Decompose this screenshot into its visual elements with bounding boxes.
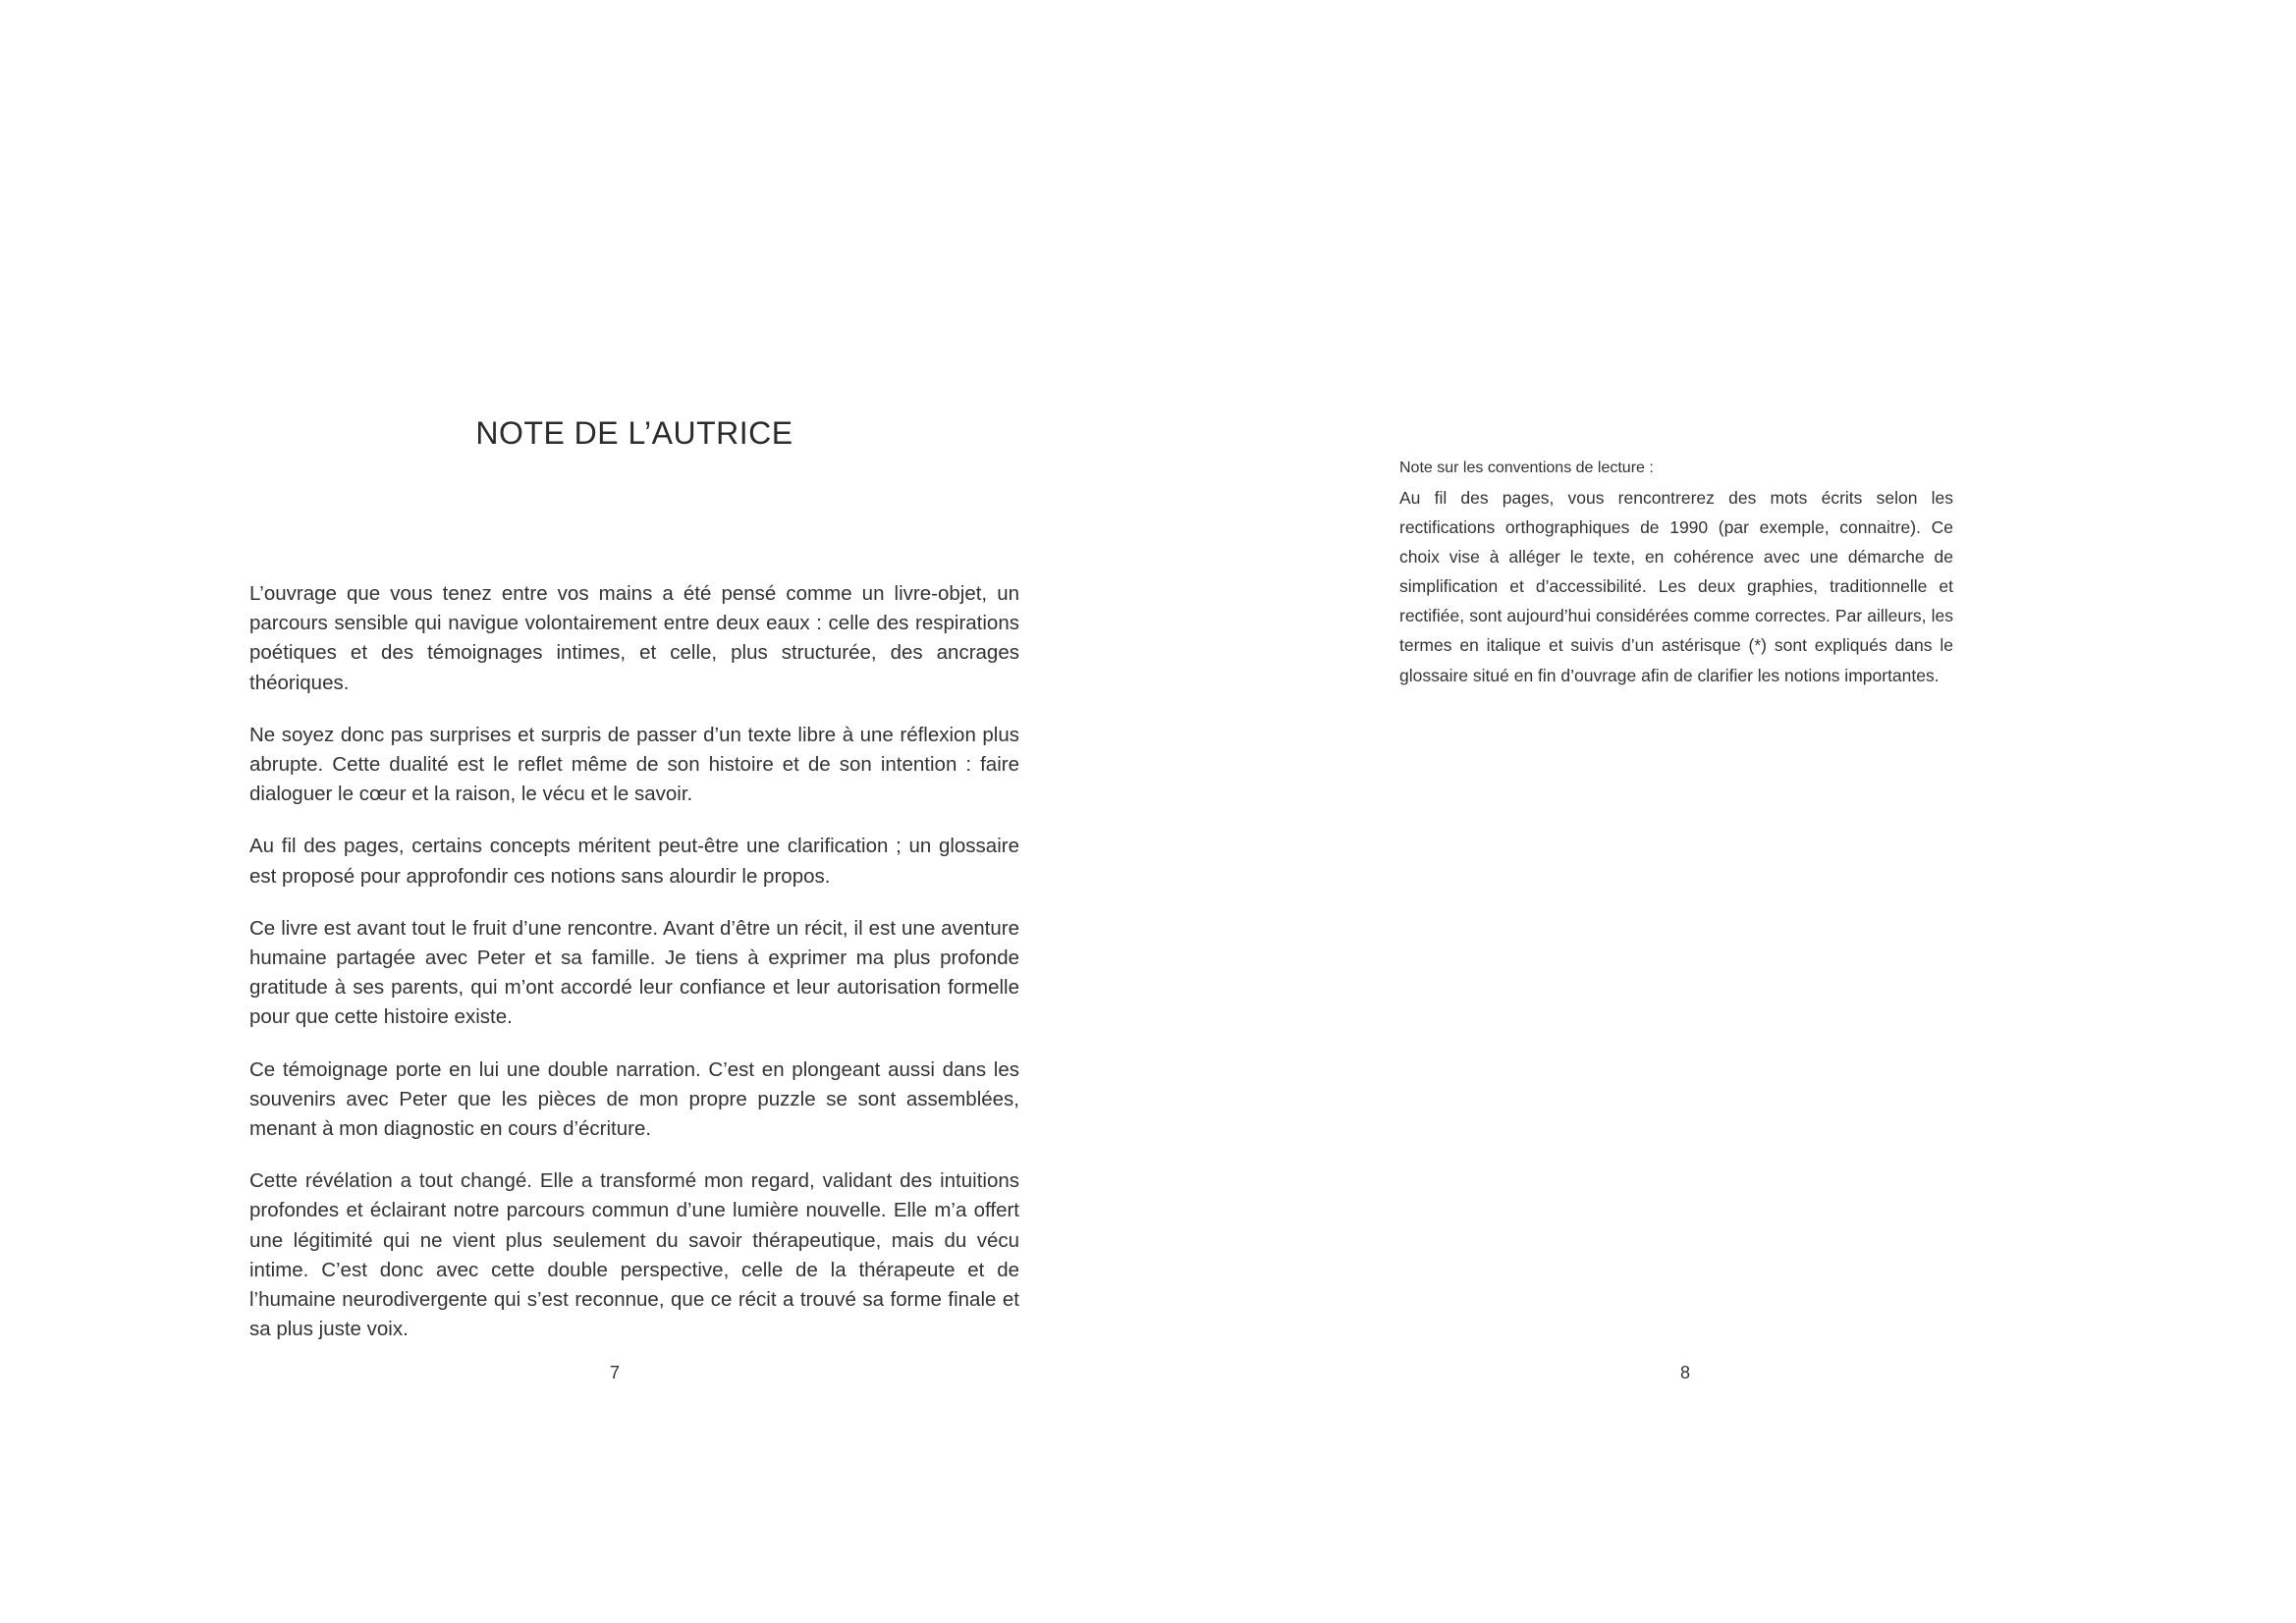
conventions-text: Au fil des pages, vous rencontrerez des mots écrits selon les rectifications orthographiques de 1990 (par exemple, connaitre). Ce choix vise à alléger le texte, en cohérence avec une démarche de simplification et d’accessibilité. Les deux graphies, traditionnelle et rectifiée, sont aujourd’hui considérées comme correctes. Par ailleurs, les termes en italique et suivis d’un astérisque (*) sont expliqués dans le glossaire situé en fin d’ouvrage afin de clarifier les notions importantes. [1399,488,1953,685]
paragraph-5: Ce témoignage porte en lui une double narration. C’est en plongeant aussi dans les souvenirs avec Peter que les pièces de mon propre puzzle se sont assemblées, menant à mon diagnostic en cours d’écriture. [249,1057,1019,1141]
paragraph-3: Au fil des pages, certains concepts méritent peut-être une clarification ; un glossaire est proposé pour approfondir ces notions sans alourdir le propos. [249,835,1019,888]
paragraph-1: L’ouvrage que vous tenez entre vos mains a été pensé comme un livre-objet, un parcours sensible qui navigue volontairement entre deux eaux : celle des respirations poétiques et des témoignages intimes, et celle, plus structurée, des ancrages théoriques. [249,582,1019,694]
conventions-heading: Note sur les conventions de lecture : [1399,460,1654,476]
page-number-right: 8 [1679,1363,1690,1382]
page-title: NOTE DE L’AUTRICE [475,415,793,451]
paragraph-2: Ne soyez donc pas surprises et surpris de passer d’un texte libre à une réflexion plus abrupte. Cette dualité est le reflet même de son histoire et de son intention : faire dialoguer le cœur et la raison, le vécu et le savoir. [249,723,1019,806]
right-page [1148,0,2296,1623]
page-number-left: 7 [609,1363,620,1382]
paragraph-4: Ce livre est avant tout le fruit d’une rencontre. Avant d’être un récit, il est une aventure humaine partagée avec Peter et sa famille. Je tiens à exprimer ma plus profonde gratitude à ses parents, qui m’ont accordé leur confiance et leur autorisation formelle pour que cette histoire existe. [249,916,1019,1029]
paragraph-6: Cette révélation a tout changé. Elle a transformé mon regard, validant des intuitions profondes et éclairant notre parcours commun d’une lumière nouvelle. Elle m’a offert une légitimité qui ne vient plus seulement du savoir thérapeutique, mais du vécu intime. C’est donc avec cette double perspective, celle de la thérapeute et de l’humaine neurodivergente qui s’est reconnue, que ce récit a trouvé sa forme finale et sa plus juste voix. [249,1169,1019,1341]
reading-conventions-note [1399,458,1953,690]
author-note-body [249,579,1019,1367]
